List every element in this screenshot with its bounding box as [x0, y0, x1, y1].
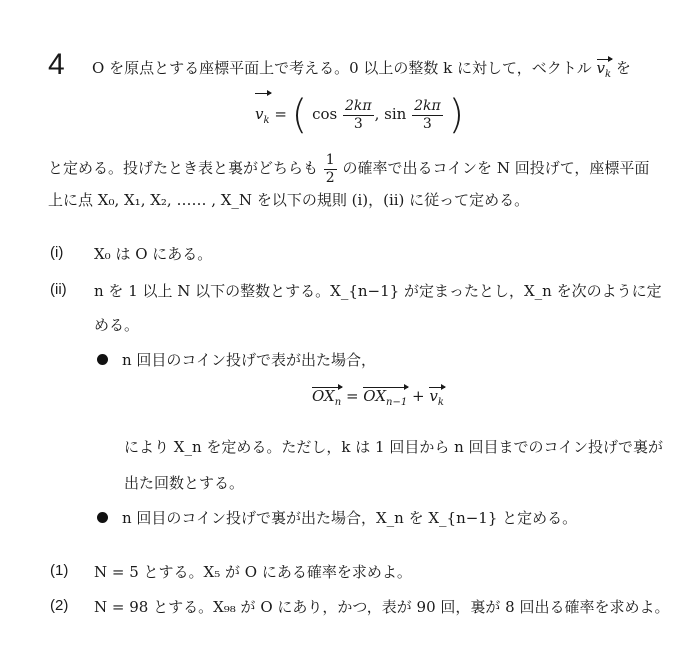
bullet1-text: n 回目のコイン投げで表が出た場合， — [122, 351, 376, 369]
question-2-label: (2) — [50, 597, 69, 614]
paragraph-line-2: 上に点 X₀, X₁, X₂, …… , X_N を以下の規則 (i)，(ii) に従って定める。 — [48, 191, 530, 209]
intro-text: O を原点とする座標平面上で考える。0 以上の整数 k に対して，ベクトル — [92, 59, 592, 77]
rule-i-label: (i) — [50, 244, 64, 261]
bullet1-after-2: 出た回数とする。 — [124, 474, 245, 492]
problem-number: 4 — [48, 48, 65, 81]
bullet2-text: n 回目のコイン投げで裏が出た場合，X_n を X_{n−1} と定める。 — [122, 509, 578, 527]
question-1-label: (1) — [50, 562, 69, 579]
recurrence-formula: $OX_n = OX_{n-1} + v_k$ — [312, 386, 444, 413]
rule-i-text: X₀ は O にある。 — [94, 245, 213, 263]
bullet-icon — [97, 512, 108, 523]
rule-ii-label: (ii) — [50, 281, 67, 298]
question-1-text: N = 5 とする。X₅ が O にある確率を求めよ。 — [94, 563, 412, 581]
intro-tail: を — [615, 59, 631, 77]
intro-line — [92, 58, 631, 85]
bullet-icon — [97, 354, 108, 365]
half-fraction: $\frac{1}{2}$ — [325, 151, 335, 186]
question-2-text: N = 98 とする。X₉₈ が O にあり，かつ，表が 90 回，裏が 8 回出る確率を求めよ。 — [94, 598, 670, 616]
vector-vk-inline: $v_k$ — [597, 58, 612, 85]
paragraph-line-1: と定める。投げたとき表と裏がどちらも $\frac{1}{2}$ の確率で出るコインを N 回投げて，座標平面 — [48, 151, 650, 186]
sin-fraction: $\frac{2k\pi}{3}$ — [414, 97, 441, 132]
sin-label: sin — [384, 105, 407, 123]
cos-label: cos — [312, 105, 338, 123]
rule-ii-text-1: n を 1 以上 N 以下の整数とする。X_{n−1} が定まったとし，X_n を次のように定 — [94, 282, 662, 300]
vk-definition: $v_k$ = ( cos $\frac{2k\pi}{3}$ , sin $\frac{2k\pi}{3}$ ) — [255, 92, 464, 136]
vector-vk: $v_k$ — [255, 92, 270, 143]
rule-ii-text-2: める。 — [94, 316, 140, 334]
cos-fraction: $\frac{2k\pi}{3}$ — [344, 97, 372, 132]
bullet1-after-1: により X_n を定める。ただし，k は 1 回目から n 回目までのコイン投げで裏が — [124, 438, 664, 456]
